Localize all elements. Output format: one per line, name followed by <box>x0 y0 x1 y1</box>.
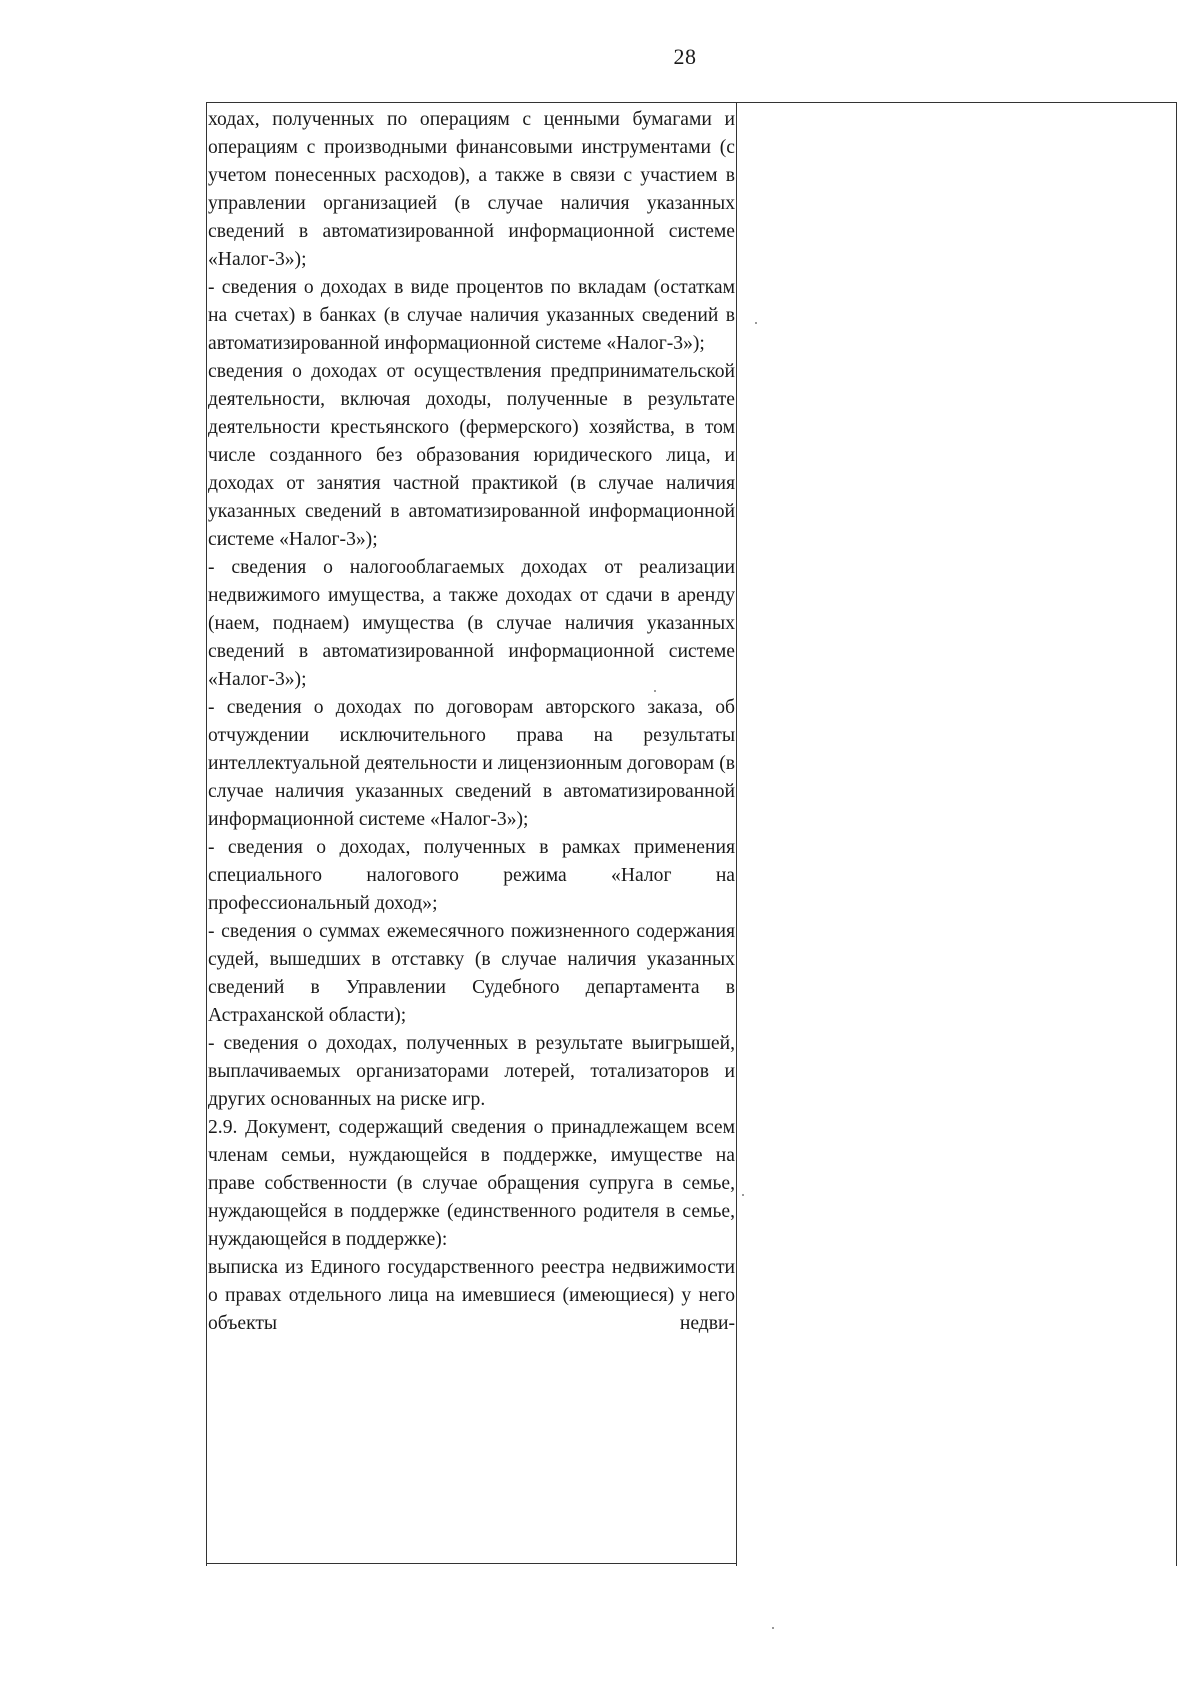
cell-paragraph: - сведения о суммах ежемесячного пожизненного содержания судей, вышедших в отставку (в случае наличия указанных сведений в Управлении Судебного департамента в Астраханской области); <box>208 921 735 1026</box>
table-left-border <box>206 102 207 1566</box>
scan-speck <box>742 1194 744 1196</box>
table-column-divider <box>736 102 737 1566</box>
cell-paragraph: - сведения о налогооблагаемых доходах от реализации недвижимого имущества, а также доходах от сдачи в аренду (наем, поднаем) имущества (в случае наличия указанных сведений в автоматизированной информационной системе «Налог-3»); <box>208 557 735 690</box>
cell-paragraph: сведения о доходах от осуществления предпринимательской деятельности, включая доходы, полученные в результате деятельности крестьянского (фермерского) хозяйства, в том числе созданного без образования юридического лица, и доходах от занятия частной практикой (в случае наличия указанных сведений в автоматизированной информационной системе «Налог-3»); <box>208 361 735 550</box>
cell-paragraph: - сведения о доходах, полученных в результате выигрышей, выплачиваемых организаторами лотерей, тотализаторов и других основанных на риске игр. <box>208 1033 735 1110</box>
cell-paragraph: - сведения о доходах, полученных в рамках применения специального налогового режима «Налог на профессиональный доход»; <box>208 837 735 914</box>
scan-speck <box>772 1627 774 1629</box>
cell-paragraph: выписка из Единого государственного реестра недвижимости о правах отдельного лица на имевшиеся (имеющиеся) у него объекты недви- <box>208 1257 735 1334</box>
cell-paragraph: 2.9. Документ, содержащий сведения о принадлежащем всем членам семьи, нуждающейся в поддержке, имуществе на праве собственности (в случае обращения супруга в семье, нуждающейся в поддержке (единственного родителя в семье, нуждающейся в поддержке): <box>208 1117 735 1250</box>
scan-speck <box>755 322 757 324</box>
page-number: 28 <box>673 44 697 69</box>
cell-paragraph: ходах, полученных по операциям с ценными бумагами и операциям с производными финансовыми инструментами (с учетом понесенных расходов), а также в связи с участием в управлении организацией (в случае наличия указанных сведений в автоматизированной информационной системе «Налог-3»); <box>208 109 735 270</box>
table-left-cell <box>208 106 735 1338</box>
cell-paragraph: - сведения о доходах по договорам авторского заказа, об отчуждении исключительного права на результаты интеллектуальной деятельности и лицензионным договорам (в случае наличия указанных сведений в автоматизированной информационной системе «Налог-3»); <box>208 697 735 830</box>
table-left-cell-bottom-border <box>206 1563 736 1564</box>
cell-paragraph: - сведения о доходах в виде процентов по вкладам (остаткам на счетах) в банках (в случае наличия указанных сведений в автоматизированной информационной системе «Налог-3»); <box>208 277 735 354</box>
table-right-border <box>1176 102 1177 1566</box>
scan-speck <box>654 690 656 692</box>
